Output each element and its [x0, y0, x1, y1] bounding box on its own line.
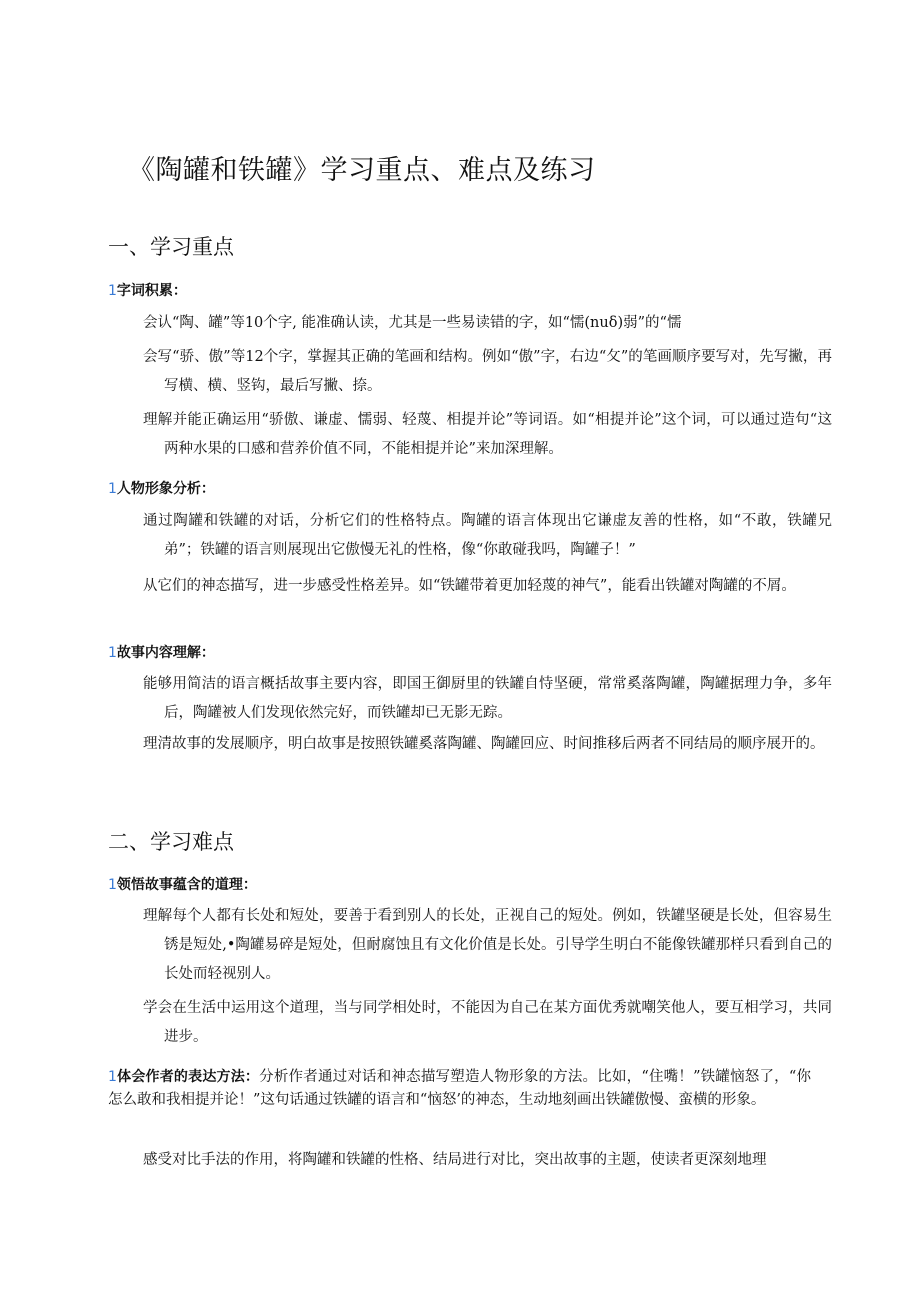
list-number: 1: [108, 481, 117, 497]
paragraph: 从它们的神态描写，进一步感受性格差异。如“铁罐带着更加轻蔑的神气”，能看出铁罐对陶罐的不屑。: [143, 578, 796, 594]
paragraph: 能够用简洁的语言概括故事主要内容，即国王御厨里的铁罐自恃坚硬，常常奚落陶罐，陶罐据理力争，多年后，陶罐被人们发现依然完好，而铁罐却已无影无踪。: [143, 676, 832, 721]
paragraph: 会写“骄、傲”等12个字，掌握其正确的笔画和结构。例如“傲”字，右边“攵”的笔画顺序要写对，先写撇，再写横、横、竖钩，最后写撇、捺。: [143, 349, 832, 394]
paragraph: 感受对比手法的作用，将陶罐和铁罐的性格、结局进行对比，突出故事的主题，使读者更深刻地理: [143, 1152, 767, 1168]
list-number: 1: [108, 877, 117, 893]
subheading-label: 领悟故事蕴含的道理：: [116, 877, 257, 893]
paragraph-expression-methods: [108, 1066, 811, 1112]
subheading-expression-methods: [108, 1069, 259, 1085]
subheading-label: 人物形象分析：: [116, 481, 215, 497]
subheading-story-moral: [108, 874, 257, 894]
subheading-character-analysis: [108, 478, 215, 498]
subheading-label: 故事内容理解：: [116, 645, 215, 661]
section-heading-difficulties: 二、学习难点: [108, 830, 234, 854]
paragraph: 会认“陶、罐”等10个字, 能准确认读，尤其是一些易读错的字，如“懦(nuδ)弱”的“懦: [143, 315, 682, 331]
section-heading-key-points: 一、学习重点: [108, 235, 234, 259]
subheading-label: 体会作者的表达方法：: [116, 1069, 260, 1085]
paragraph-text: 分析作者通过对话和神态描写塑造人物形象的方法。比如，“住嘴！”铁罐恼怒了，“你怎么敢和我相提并论！”这句话通过铁罐的语言和“恼怒’的神态，生动地刻画出铁罐傲慢、蛮横的形象。: [108, 1069, 811, 1108]
subheading-label: 字词积累：: [116, 283, 187, 299]
list-number: 1: [108, 283, 117, 299]
list-number: 1: [108, 645, 117, 661]
paragraph: 理解并能正确运用“骄傲、谦虚、懦弱、轻蔑、相提并论”等词语。如“相提并论”这个词，可以通过造句“这两种水果的口感和营养价值不同，不能相提并论”来加深理解。: [143, 412, 832, 457]
paragraph: 理解每个人都有长处和短处，要善于看到别人的长处，正视自己的短处。例如，铁罐坚硬是长处，但容易生锈是短处,•陶罐易碎是短处，但耐腐蚀且有文化价值是长处。引导学生明白不能像铁罐那样只看到自己的长处而轻视别人。: [143, 908, 832, 982]
paragraph: 学会在生活中运用这个道理，当与同学相处时，不能因为自己在某方面优秀就嘲笑他人，要互相学习，共同进步。: [143, 1000, 832, 1045]
paragraph: 通过陶罐和铁罐的对话，分析它们的性格特点。陶罐的语言体现出它谦虚友善的性格，如“不敢，铁罐兄弟”；铁罐的语言则展现出它傲慢无礼的性格，像“你敢碰我吗，陶罐子！”: [143, 513, 832, 558]
list-number: 1: [108, 1069, 117, 1085]
subheading-story-understanding: [108, 642, 215, 662]
paragraph: 理清故事的发展顺序，明白故事是按照铁罐奚落陶罐、陶罐回应、时间推移后两者不同结局的顺序展开的。: [143, 736, 825, 752]
document-title: 《陶罐和铁罐》学习重点、难点及练习: [128, 155, 596, 186]
subheading-vocabulary: [108, 280, 187, 300]
